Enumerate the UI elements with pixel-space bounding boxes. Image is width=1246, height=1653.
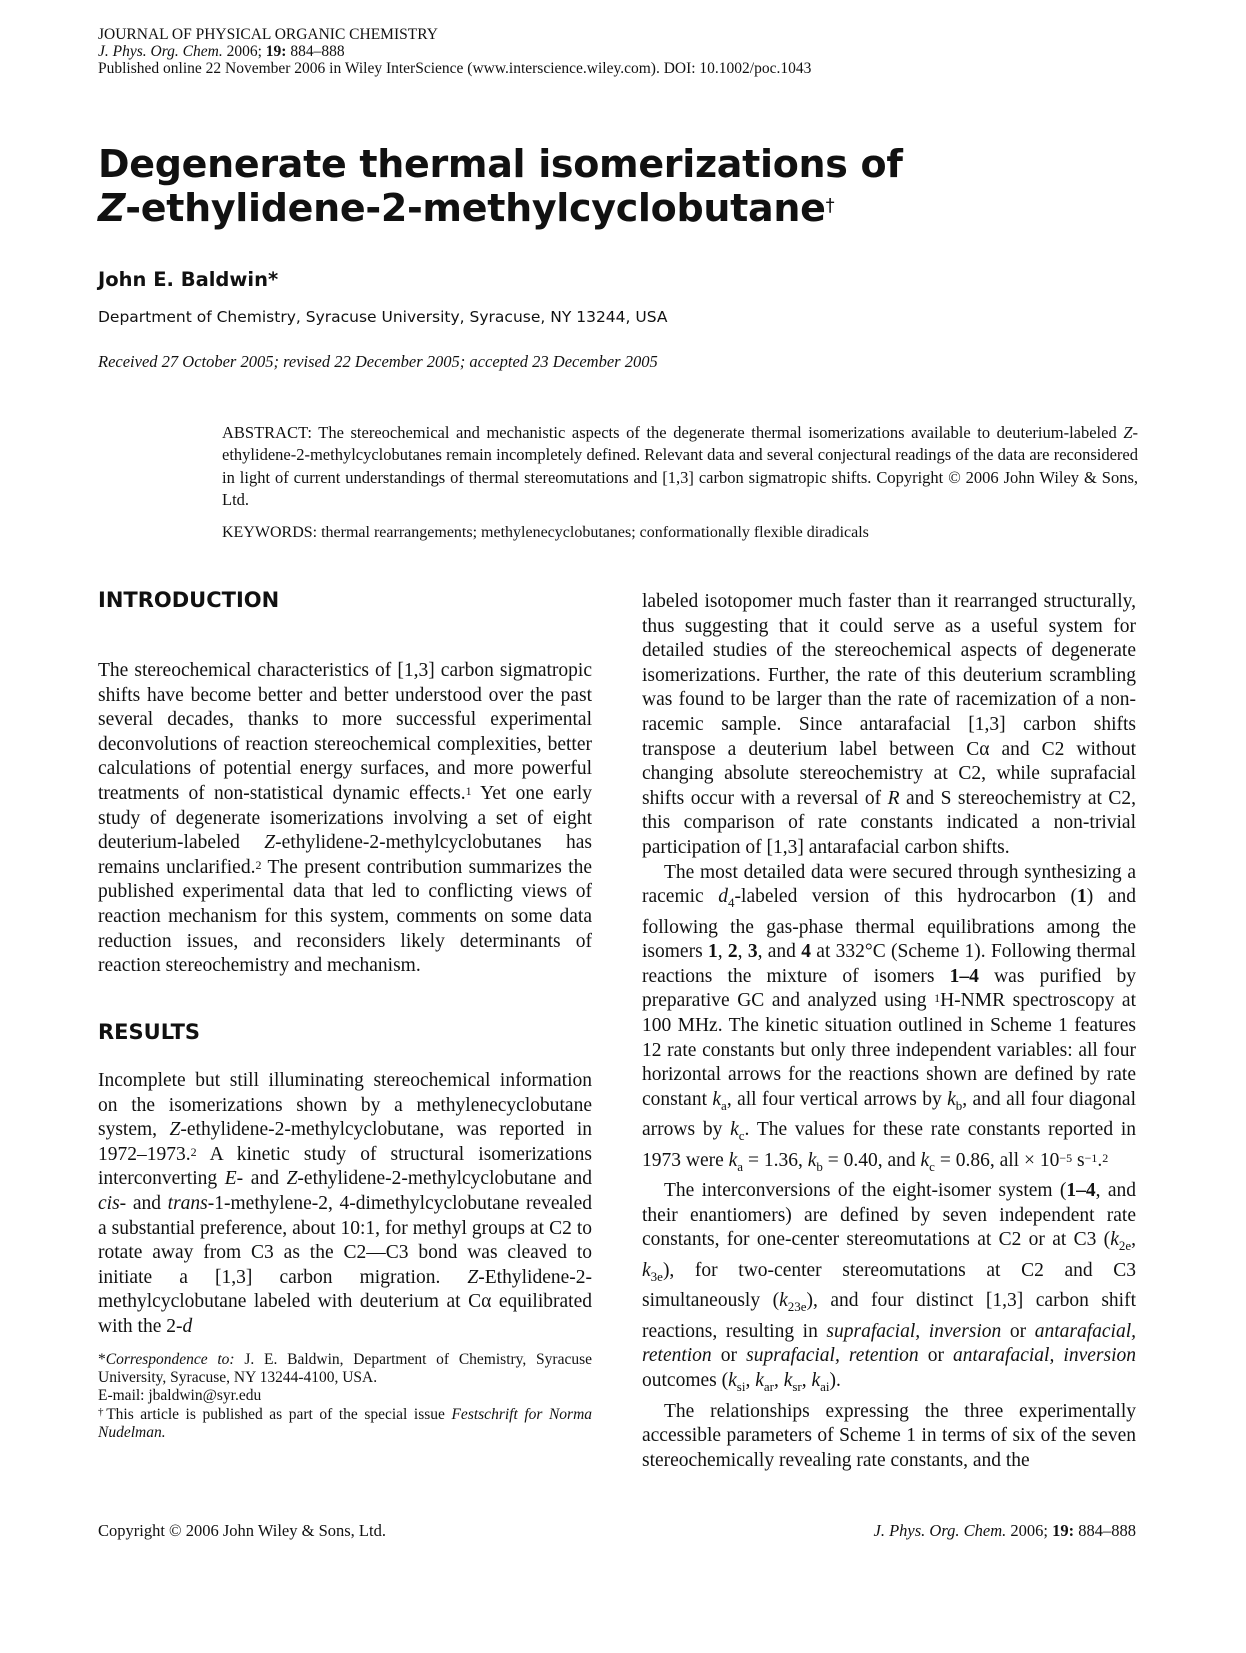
footnote-dagger: † bbox=[98, 1405, 107, 1418]
p3-c3: , bbox=[801, 1370, 812, 1392]
p2-comma-2: , bbox=[737, 941, 748, 963]
author-name: John E. Baldwin* bbox=[98, 268, 279, 291]
p2-text-a: The most detailed data were secured through synthesizing a racemic bbox=[642, 861, 1136, 908]
right-p1-text: labeled isotopomer much faster than it rearranged structurally, thus suggesting that it could serve as a useful system for detailed studies of the stereochemical aspects of degenerate isomerizations. Further, the rate of this deuterium scrambling was found to be larger than the rate of racemization of a non-racemic sample. Since antarafacial [1,3] carbon shifts transpose a deuterium label between Cα and C2 without changing absolute stereochemistry at C2, while suprafacial shifts occur with a reversal of bbox=[642, 591, 1136, 809]
footer-citation bbox=[874, 1521, 1136, 1541]
intro-text-c: -ethylidene-2-methylcyclobutanes has remains unclarified. bbox=[98, 832, 592, 878]
title-italic-z: Z bbox=[98, 186, 126, 230]
ref-1[interactable]: 1 bbox=[465, 783, 472, 798]
results-text-c: A kinetic study of structural isomerizations interconverting bbox=[98, 1143, 592, 1190]
p3-text-d: ), and four distinct [1,3] carbon shift reactions, resulting in bbox=[642, 1290, 1136, 1342]
abstract-text-2: -ethylidene-2-methylcyclobutanes remain incompletely defined. Relevant data and several conjectural readings of the data are reconsidered in light of current understandings of thermal stereomutations and [1,3] carbon sigmatropic shifts. Copyright © 2006 John Wiley & Sons, Ltd. bbox=[222, 423, 1138, 509]
p2-comma-1: , bbox=[717, 941, 728, 963]
p2-text-h: , all four vertical arrows by bbox=[726, 1088, 948, 1110]
results-text-a: Incomplete but still illuminating stereochemical information on the isomerizations shown by a methylenecyclobutane system, bbox=[98, 1070, 592, 1141]
ref-2[interactable]: 2 bbox=[255, 857, 262, 872]
results-italic-z3: Z bbox=[467, 1266, 479, 1288]
citation-pages: 884–888 bbox=[286, 43, 345, 60]
p3-text-e: outcomes ( bbox=[642, 1370, 729, 1392]
keywords: KEYWORDS: thermal rearrangements; methylenecyclobutanes; conformationally flexible diradicals bbox=[222, 524, 869, 541]
p2-bold-1: 1 bbox=[1077, 886, 1087, 908]
right-paragraph-2 bbox=[642, 861, 1136, 1180]
correspondence-footnote bbox=[98, 1351, 592, 1387]
p2-sub-4: 4 bbox=[728, 895, 735, 911]
intro-text-a: The stereochemical characteristics of [1,3] carbon sigmatropic shifts have become better and better understood over the past several decades, thanks to more successful experimental deconvolutions of reaction stereochemical complexities, better calculations of potential energy surfaces, and more powerful treatments of non-statistical dynamic effects. bbox=[98, 660, 592, 804]
results-italic-cis: cis bbox=[98, 1192, 120, 1214]
p2-text-g: H-NMR spectroscopy at 100 MHz. The kinetic situation outlined in Scheme 1 features 12 rate constants but only three independent variables: all four horizontal arrows for the reactions shown are defined by rate constant bbox=[642, 990, 1136, 1110]
p3-k23e-sub: 23e bbox=[787, 1299, 807, 1315]
p2-kc-sub: c bbox=[738, 1128, 745, 1144]
p2-bold-4: 4 bbox=[801, 941, 811, 963]
results-text-b: -ethylidene-2-methylcyclobutane, was reported in 1972–1973. bbox=[98, 1119, 592, 1165]
intro-text-b: Yet one early study of degenerate isomerizations involving a set of eight deuterium-labeled bbox=[98, 782, 593, 854]
p2-ka: k bbox=[712, 1088, 722, 1110]
abstract-text-1: The stereochemical and mechanistic aspects of the degenerate thermal isomerizations available to deuterium-labeled bbox=[318, 423, 1124, 442]
abstract bbox=[222, 422, 1138, 511]
introduction-heading: INTRODUCTION bbox=[98, 588, 280, 612]
citation-year: 2006; bbox=[222, 43, 266, 60]
footer-pages: 884–888 bbox=[1074, 1521, 1136, 1540]
intro-text-d: The present contribution summarizes the published experimental data that led to conflicting views of reaction mechanism for this system, comments on some data reduction issues, and reconsiders likely determinants of reaction stereochemistry and mechanism. bbox=[98, 856, 593, 977]
p2-text-i: , and all four diagonal arrows by bbox=[642, 1088, 1136, 1141]
special-issue-footnote bbox=[98, 1406, 592, 1442]
p2-bold-1b: 1 bbox=[707, 941, 718, 963]
published-line: Published online 22 November 2006 in Wiley InterScience (www.interscience.wiley.com). DOI: 10.1002/poc.1043 bbox=[98, 60, 812, 77]
right-paragraph-4: The relationships expressing the three experimentally accessible parameters of Scheme 1 in terms of six of the seven stereochemically revealing rate constants, and the bbox=[642, 1400, 1136, 1471]
intro-italic-z: Z bbox=[264, 832, 276, 854]
results-italic-z: Z bbox=[169, 1119, 181, 1141]
p3-ksi: k bbox=[728, 1370, 737, 1392]
footer-year: 2006; bbox=[1006, 1521, 1053, 1540]
abstract-italic-z: Z bbox=[1123, 423, 1133, 442]
p3-kar-sub: ar bbox=[763, 1378, 774, 1394]
introduction-paragraph bbox=[98, 659, 592, 979]
p2-kc2-sub: c bbox=[929, 1158, 935, 1174]
abstract-label: ABSTRACT: bbox=[222, 423, 319, 442]
p3-bold-1-4: 1–4 bbox=[1066, 1180, 1096, 1202]
p3-or-1: or bbox=[1001, 1320, 1035, 1342]
results-heading: RESULTS bbox=[98, 1020, 201, 1044]
email-footnote[interactable]: E-mail: jbaldwin@syr.edu bbox=[98, 1387, 262, 1405]
p3-kai-sub: ai bbox=[820, 1378, 830, 1394]
results-italic-d: d bbox=[182, 1315, 193, 1337]
p2-kb2-sub: b bbox=[816, 1158, 823, 1174]
p3-k3e-sub: 3e bbox=[650, 1268, 663, 1284]
p2-exp-2: −1 bbox=[1084, 1150, 1098, 1165]
title-line-1: Degenerate thermal isomerizations of bbox=[98, 142, 903, 186]
p3-text-c: ), for two-center stereomutations at C2 and C3 simultaneously ( bbox=[642, 1259, 1136, 1312]
right-column bbox=[642, 590, 1136, 1473]
received-dates: Received 27 October 2005; revised 22 December 2005; accepted 23 December 2005 bbox=[98, 352, 658, 371]
p2-kb: k bbox=[947, 1088, 956, 1110]
results-text-g: -1-methylene-2, 4-dimethylcyclobutane revealed a substantial preference, about 10:1, for methyl groups at C2 to rotate away from C3 as the C2—C3 bond was cleaved to initiate a [1,3] carbon migration. bbox=[98, 1192, 592, 1288]
p3-italic-supra-inv: suprafacial, inversion bbox=[826, 1320, 1002, 1342]
citation-line bbox=[98, 43, 811, 60]
p2-dot: . bbox=[1097, 1149, 1103, 1171]
p2-kc-value: = 0.86, all × 10 bbox=[934, 1149, 1060, 1171]
citation-volume: 19: bbox=[265, 43, 287, 60]
p3-sep: , bbox=[1131, 1229, 1136, 1251]
affiliation: Department of Chemistry, Syracuse University, Syracuse, NY 13244, USA bbox=[98, 308, 668, 326]
p2-bold-3: 3 bbox=[747, 941, 758, 963]
p3-ksi-sub: si bbox=[736, 1378, 746, 1394]
p3-italic-antara-ret: antarafacial, retention bbox=[642, 1320, 1136, 1367]
p2-text-f: was purified by preparative GC and analyzed using bbox=[642, 965, 1136, 1012]
p2-ka-sub: a bbox=[721, 1097, 727, 1113]
special-issue-italic: Festschrift for Norma Nudelman. bbox=[98, 1405, 593, 1441]
right-p1-italic-r: R bbox=[887, 787, 900, 809]
results-text-h: -Ethylidene-2-methylcyclobutane labeled with deuterium at Cα equilibrated with the 2- bbox=[98, 1266, 592, 1337]
p2-italic-d: d bbox=[718, 886, 729, 908]
corr-asterisk: * bbox=[98, 1351, 106, 1368]
p3-text-f: ). bbox=[829, 1370, 841, 1392]
results-italic-trans: trans bbox=[167, 1192, 208, 1214]
title-line-2 bbox=[98, 186, 998, 230]
footer-volume: 19: bbox=[1052, 1521, 1075, 1540]
p3-k2e: k bbox=[1110, 1229, 1119, 1251]
right-p1-text-b: and S stereochemistry at C2, this comparison of rate constants indicated a non-trivial participation of [1,3] antarafacial carbon shifts. bbox=[642, 787, 1136, 858]
p3-kai: k bbox=[811, 1370, 821, 1392]
right-paragraph-1 bbox=[642, 590, 1136, 861]
p2-ref-2[interactable]: 2 bbox=[1102, 1150, 1109, 1165]
p2-kb-sub: b bbox=[955, 1097, 963, 1113]
p2-kc2: k bbox=[920, 1149, 930, 1171]
footer-copyright: Copyright © 2006 John Wiley & Sons, Ltd. bbox=[98, 1521, 386, 1540]
footnotes bbox=[98, 1351, 592, 1442]
p2-text-b: -labeled version of this hydrocarbon ( bbox=[734, 886, 1078, 908]
results-text-f: - and bbox=[119, 1192, 168, 1214]
results-italic-e: E bbox=[224, 1168, 237, 1190]
p3-text-b: , and their enantiomers) are defined by seven independent rate constants, for one-center stereomutations at C2 or at C3 ( bbox=[642, 1180, 1137, 1251]
p3-italic-antara-inv: antarafacial, inversion bbox=[953, 1345, 1137, 1367]
p3-text-a: The interconversions of the eight-isomer system ( bbox=[664, 1180, 1067, 1202]
p2-ka2-sub: a bbox=[737, 1158, 744, 1174]
p3-ksr-sub: sr bbox=[792, 1378, 802, 1394]
p3-c1: , bbox=[745, 1370, 756, 1392]
p2-kb-value: = 0.40, and bbox=[822, 1149, 921, 1171]
p3-kar: k bbox=[755, 1370, 764, 1392]
results-ref-2[interactable]: 2 bbox=[190, 1144, 197, 1159]
article-title bbox=[98, 142, 998, 230]
p2-sup-1: 1 bbox=[934, 991, 941, 1006]
journal-name: JOURNAL OF PHYSICAL ORGANIC CHEMISTRY bbox=[98, 26, 438, 43]
p3-c2: , bbox=[773, 1370, 784, 1392]
p2-bold-1-4: 1–4 bbox=[949, 965, 979, 987]
p2-kb2: k bbox=[807, 1149, 817, 1171]
p2-unit: s bbox=[1072, 1149, 1085, 1171]
p3-k3e: k bbox=[642, 1259, 651, 1281]
footer-journal: J. Phys. Org. Chem. bbox=[873, 1521, 1007, 1540]
p2-text-j: . The values for these rate constants reported in 1973 were bbox=[642, 1119, 1136, 1171]
p3-k23e: k bbox=[779, 1290, 788, 1312]
p3-k2e-sub: 2e bbox=[1118, 1238, 1132, 1254]
masthead bbox=[98, 26, 811, 77]
p2-text-e: at 332°C (Scheme 1). Following thermal reactions the mixture of isomers bbox=[642, 941, 1137, 987]
p2-exp-1: −5 bbox=[1059, 1150, 1073, 1165]
p3-italic-supra-ret: suprafacial, retention bbox=[746, 1345, 919, 1367]
right-paragraph-3 bbox=[642, 1179, 1136, 1399]
p2-text-c: ) and following the gas-phase thermal equilibrations among the isomers bbox=[642, 886, 1136, 963]
p2-and: , and bbox=[757, 941, 802, 963]
p2-ka-value: = 1.36, bbox=[743, 1149, 808, 1171]
title-dagger: † bbox=[825, 195, 835, 216]
journal-abbrev: J. Phys. Org. Chem. bbox=[98, 43, 223, 60]
p3-or-2: or bbox=[711, 1345, 747, 1367]
corr-address: J. E. Baldwin, Department of Chemistry, Syracuse University, Syracuse, NY 13244-4100, USA. bbox=[98, 1351, 592, 1387]
results-text-d: - and bbox=[236, 1168, 287, 1190]
results-text-e: -ethylidene-2-methylcyclobutane and bbox=[297, 1168, 593, 1190]
corr-label: Correspondence to: bbox=[105, 1351, 235, 1368]
p2-ka2: k bbox=[728, 1149, 738, 1171]
results-paragraph bbox=[98, 1069, 592, 1340]
p3-ksr: k bbox=[783, 1370, 793, 1392]
title-line-2-rest: -ethylidene-2-methylcyclobutane bbox=[125, 186, 826, 230]
p2-kc: k bbox=[730, 1119, 739, 1141]
results-italic-z2: Z bbox=[286, 1168, 298, 1190]
p2-bold-2: 2 bbox=[727, 941, 738, 963]
p3-or-3: or bbox=[918, 1345, 954, 1367]
special-issue-text: This article is published as part of the special issue bbox=[106, 1405, 452, 1423]
